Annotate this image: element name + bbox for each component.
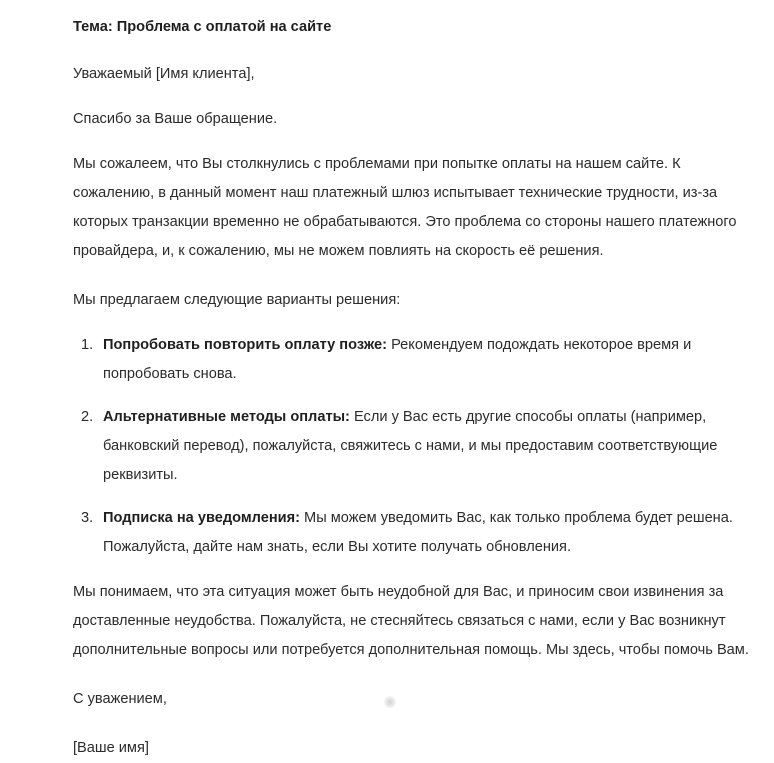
apology-paragraph: Мы понимаем, что эта ситуация может быть неудобной для Вас, и приносим свои извинения за доставленные неудобства. Пожалуйста, не стесняйтесь связаться с нами, если у Вас возникнут дополнительные вопросы или потребуется дополнительная помощь. Мы здесь, чтобы помочь Вам.	[73, 584, 749, 658]
subject-label: Тема:	[73, 19, 113, 35]
options-intro: Мы предлагаем следующие варианты решения:	[73, 292, 401, 308]
option-title: Альтернативные методы оплаты:	[103, 409, 350, 425]
option-text: Если у Вас есть другие способы оплаты (например, банковский перевод), пожалуйста, свяжитесь с нами, и мы предоставим соответствующие реквизиты.	[103, 409, 718, 483]
list-item	[81, 331, 763, 389]
option-title: Попробовать повторить оплату позже:	[103, 337, 388, 353]
option-text: Мы можем уведомить Вас, как только проблема будет решена. Пожалуйста, дайте нам знать, если Вы хотите получать обновления.	[103, 510, 733, 555]
email-subject	[73, 13, 763, 42]
option-text: Рекомендуем подождать некоторое время и попробовать снова.	[103, 337, 692, 382]
issue-paragraph: Мы сожалеем, что Вы столкнулись с проблемами при попытке оплаты на нашем сайте. К сожалению, в данный момент наш платежный шлюз испытывает технические трудности, из-за которых транзакции временно не обрабатываются. Это проблема со стороны нашего платежного провайдера, и, к сожалению, мы не можем повлиять на скорость её решения.	[73, 156, 737, 259]
signature: [Ваше имя]	[73, 740, 149, 756]
list-number: 3.	[81, 510, 94, 526]
list-item	[81, 504, 763, 562]
options-list	[73, 331, 763, 562]
email-document	[73, 13, 763, 763]
list-number: 2.	[81, 409, 94, 425]
greeting: Уважаемый [Имя клиента],	[73, 66, 255, 82]
thanks-line: Спасибо за Ваше обращение.	[73, 111, 278, 127]
option-title: Подписка на уведомления:	[103, 510, 300, 526]
scroll-indicator-icon	[384, 696, 396, 708]
closing-line: С уважением,	[73, 691, 167, 707]
list-number: 1.	[81, 337, 94, 353]
subject-text: Проблема с оплатой на сайте	[116, 19, 332, 35]
list-item	[81, 403, 763, 490]
